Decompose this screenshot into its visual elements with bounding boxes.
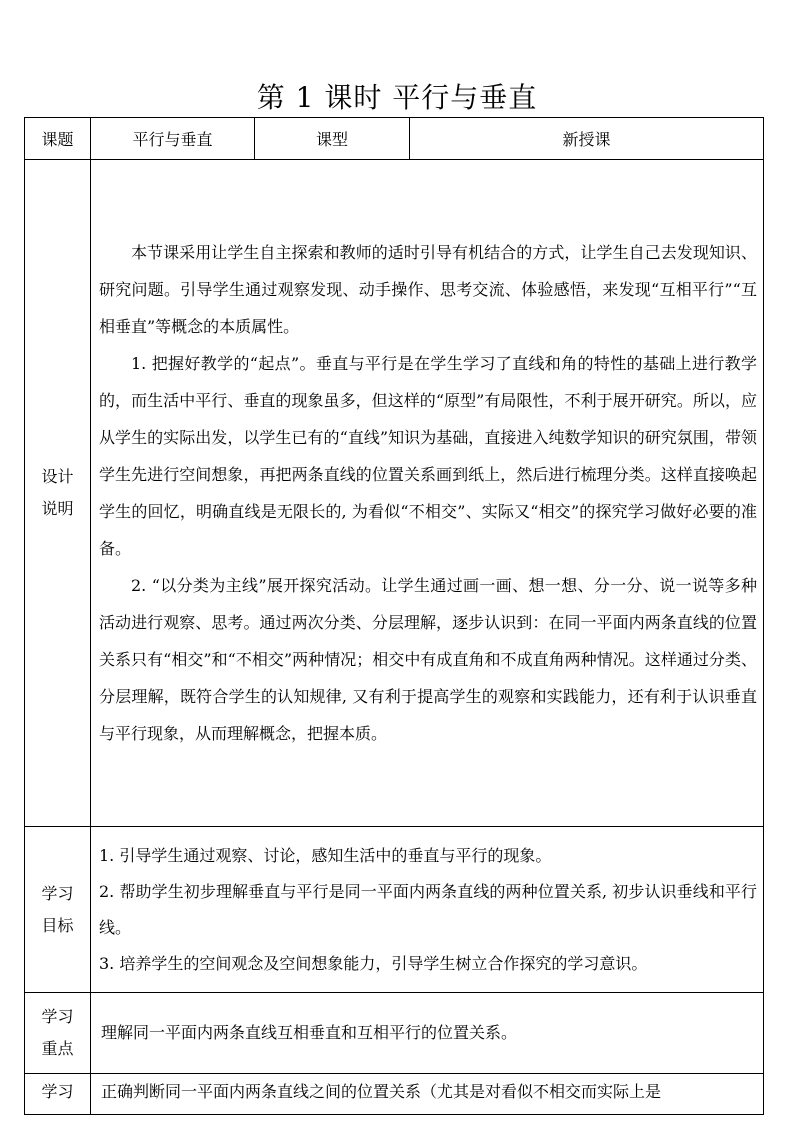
design-label-line1: 设计 bbox=[41, 467, 74, 486]
type-value: 新授课 bbox=[410, 118, 764, 160]
key-points-content: 理解同一平面内两条直线互相垂直和互相平行的位置关系。 bbox=[91, 993, 764, 1074]
key-points-label-line1: 学习 bbox=[41, 1007, 74, 1026]
page-title: 第 1 课时 平行与垂直 bbox=[256, 81, 538, 114]
design-content bbox=[91, 160, 764, 827]
goals-label-line1: 学习 bbox=[41, 883, 74, 903]
key-points-row bbox=[25, 993, 764, 1074]
goals-row bbox=[25, 827, 764, 993]
goal-item: 1. 引导学生通过观察、讨论，感知生活中的垂直与平行的现象。 bbox=[99, 845, 552, 865]
design-label-line2: 说明 bbox=[41, 499, 74, 518]
difficulties-row bbox=[25, 1074, 764, 1115]
goals-label-line2: 目标 bbox=[41, 915, 74, 935]
goal-item: 3. 培养学生的空间观念及空间想象能力，引导学生树立合作探究的学习意识。 bbox=[99, 953, 648, 973]
key-points-label bbox=[25, 993, 91, 1074]
design-label bbox=[25, 160, 91, 827]
lesson-plan-table bbox=[24, 117, 764, 1115]
type-label: 课型 bbox=[255, 118, 410, 160]
design-paragraph: 1. 把握好教学的“起点”。垂直与平行是在学生学习了直线和角的特性的基础上进行教学的，而生活中平行、垂直的现象虽多，但这样的“原型”有局限性，不利于展开研究。所以，应从学生的实际出发，以学生已有的“直线”知识为基础，直接进入纯数学知识的研究氛围，带领学生先进行空间想象，再把两条直线的位置关系画到纸上，然后进行梳理分类。这样直接唤起学生的回忆，明确直线是无限长的, 为看似“不相交”、实际又“相交”的探究学习做好必要的准备。 bbox=[99, 354, 757, 558]
key-points-label-line2: 重点 bbox=[41, 1039, 74, 1058]
difficulties-content: 正确判断同一平面内两条直线之间的位置关系（尤其是对看似不相交而实际上是 bbox=[91, 1074, 764, 1115]
difficulties-label: 学习 bbox=[25, 1074, 91, 1115]
goals-content bbox=[91, 827, 764, 993]
topic-label: 课题 bbox=[25, 118, 91, 160]
header-row bbox=[25, 118, 764, 160]
design-paragraph: 本节课采用让学生自主探索和教师的适时引导有机结合的方式，让学生自己去发现知识、研究问题。引导学生通过观察发现、动手操作、思考交流、体验感悟，来发现“互相平行”“互相垂直”等概念的本质属性。 bbox=[99, 243, 757, 336]
goal-item: 2. 帮助学生初步理解垂直与平行是同一平面内两条直线的两种位置关系, 初步认识垂线和平行线。 bbox=[99, 881, 757, 937]
design-row bbox=[25, 160, 764, 827]
topic-value: 平行与垂直 bbox=[91, 118, 255, 160]
design-paragraph: 2. “以分类为主线”展开探究活动。让学生通过画一画、想一想、分一分、说一说等多种活动进行观察、思考。通过两次分类、分层理解，逐步认识到：在同一平面内两条直线的位置关系只有“相交”和“不相交”两种情况；相交中有成直角和不成直角两种情况。这样通过分类、分层理解，既符合学生的认知规律, 又有利于提高学生的观察和实践能力，还有利于认识垂直与平行现象，从而理解概念，把握本质。 bbox=[99, 576, 757, 743]
goals-label bbox=[25, 827, 91, 993]
